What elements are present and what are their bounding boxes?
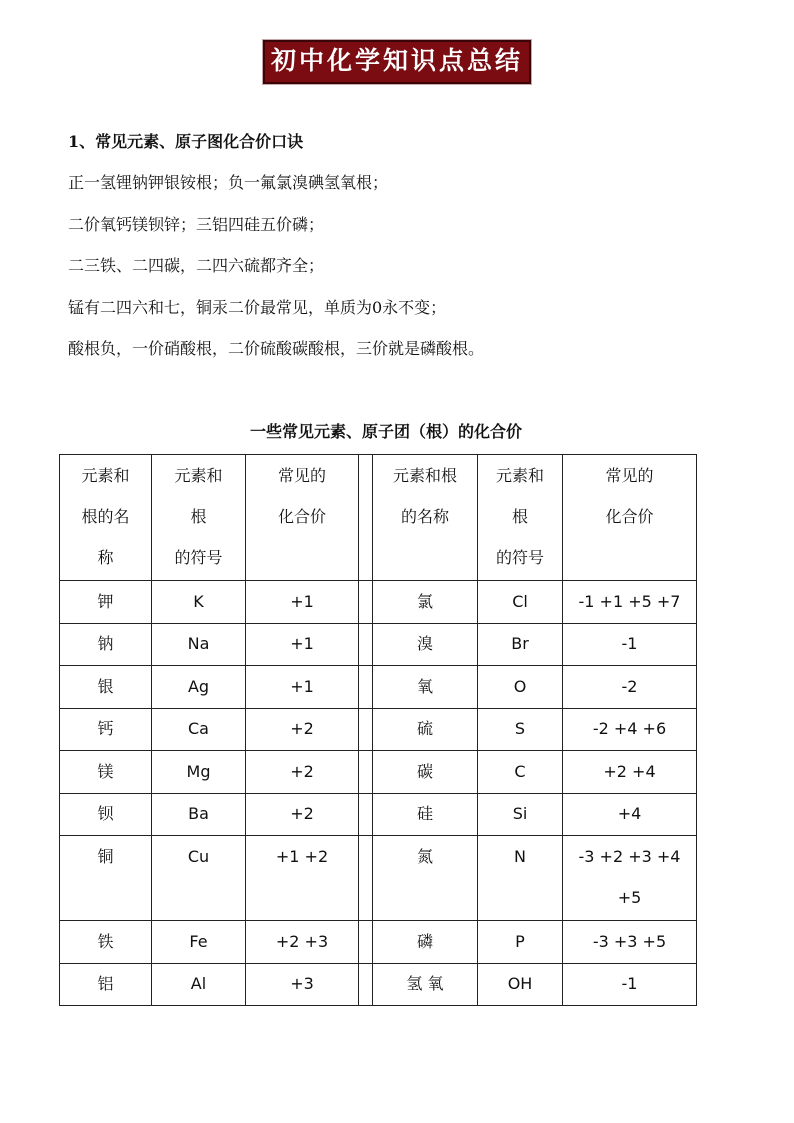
- valence-rhyme: [68, 171, 748, 379]
- valence-text: +5: [617, 888, 642, 907]
- element-symbol-right: O: [478, 666, 563, 709]
- element-symbol-right: C: [478, 751, 563, 794]
- element-name-right: 氧: [373, 666, 478, 709]
- element-name-right: 磷: [373, 921, 478, 964]
- element-symbol-left: Ba: [152, 793, 246, 836]
- element-symbol-left: Cu: [152, 836, 246, 921]
- header-text: 常见的: [277, 466, 326, 485]
- header-text: 元素和: [81, 466, 130, 485]
- header-valence-left: [246, 455, 359, 581]
- column-gap: [359, 455, 373, 581]
- valence-right: [563, 623, 697, 666]
- table-row: [60, 581, 697, 624]
- column-gap: [359, 751, 373, 794]
- header-text: 的名称: [400, 507, 449, 526]
- element-symbol-right: Cl: [478, 581, 563, 624]
- table-row: [60, 666, 697, 709]
- valence-left: +1: [246, 666, 359, 709]
- column-gap: [359, 963, 373, 1006]
- table-row: [60, 623, 697, 666]
- element-name-left: 钙: [60, 708, 152, 751]
- rhyme-line: 酸根负，一价硝酸根，二价硫酸碳酸根，三价就是磷酸根。: [68, 339, 485, 358]
- header-text: 根: [190, 507, 207, 526]
- header-name-right: [373, 455, 478, 581]
- valence-text: -3 +2 +3 +4: [578, 847, 681, 866]
- header-text: 化合价: [277, 507, 326, 526]
- header-symbol-left: [152, 455, 246, 581]
- valence-right: [563, 793, 697, 836]
- element-symbol-right: P: [478, 921, 563, 964]
- element-name-left: 钾: [60, 581, 152, 624]
- element-name-left: 镁: [60, 751, 152, 794]
- table-header-row: [60, 455, 697, 581]
- element-name-right: 氢 氧: [373, 963, 478, 1006]
- header-text: 元素和: [495, 466, 544, 485]
- table-row: [60, 921, 697, 964]
- table-row: [60, 793, 697, 836]
- element-symbol-right: N: [478, 836, 563, 921]
- valence-text: -1 +1 +5 +7: [578, 591, 681, 611]
- rhyme-line: 二三铁、二四碳，二四六硫都齐全；: [68, 256, 325, 275]
- header-text: 元素和: [174, 466, 223, 485]
- valence-right: [563, 751, 697, 794]
- header-symbol-right: [478, 455, 563, 581]
- valence-table: [59, 454, 697, 1006]
- header-text: 元素和根: [392, 466, 457, 485]
- element-symbol-right: S: [478, 708, 563, 751]
- element-symbol-left: Mg: [152, 751, 246, 794]
- valence-text: -2: [621, 676, 638, 696]
- element-name-right: 硅: [373, 793, 478, 836]
- element-name-right: 碳: [373, 751, 478, 794]
- valence-text: -3 +3 +5: [592, 931, 667, 951]
- table-caption: 一些常见元素、原子团（根）的化合价: [250, 422, 523, 441]
- rhyme-line: 锰有二四六和七，铜汞二价最常见，单质为0永不变；: [68, 297, 447, 317]
- element-name-left: 铜: [60, 836, 152, 921]
- element-name-right: 溴: [373, 623, 478, 666]
- valence-right: [563, 836, 697, 921]
- valence-left: +1 +2: [246, 836, 359, 921]
- rhyme-line: 正一氢锂钠钾银铵根；负一氟氯溴碘氢氧根；: [68, 173, 389, 192]
- title-wrap: [0, 40, 794, 84]
- valence-right: [563, 921, 697, 964]
- valence-right: [563, 708, 697, 751]
- header-text: 根的名: [81, 507, 130, 526]
- element-symbol-left: Na: [152, 623, 246, 666]
- header-text: 称: [97, 548, 114, 567]
- element-symbol-left: Ca: [152, 708, 246, 751]
- valence-left: +2: [246, 793, 359, 836]
- valence-left: +2 +3: [246, 921, 359, 964]
- valence-left: +2: [246, 751, 359, 794]
- element-symbol-left: K: [152, 581, 246, 624]
- valence-text: -1: [621, 974, 638, 994]
- table-row: [60, 708, 697, 751]
- element-name-left: 钠: [60, 623, 152, 666]
- element-symbol-right: Br: [478, 623, 563, 666]
- header-text: 化合价: [605, 507, 654, 526]
- header-text: 常见的: [605, 466, 654, 485]
- valence-left: +2: [246, 708, 359, 751]
- header-text: 的符号: [174, 548, 223, 567]
- valence-text: -2 +4 +6: [592, 719, 667, 739]
- valence-right: [563, 666, 697, 709]
- element-symbol-left: Al: [152, 963, 246, 1006]
- header-text: 根: [511, 507, 528, 526]
- element-symbol-left: Fe: [152, 921, 246, 964]
- column-gap: [359, 793, 373, 836]
- column-gap: [359, 581, 373, 624]
- column-gap: [359, 921, 373, 964]
- section-heading: 1、常见元素、原子图化合价口诀: [68, 132, 304, 151]
- valence-left: +1: [246, 581, 359, 624]
- valence-text: +2 +4: [603, 761, 656, 781]
- header-text: 的符号: [495, 548, 544, 567]
- valence-left: +3: [246, 963, 359, 1006]
- column-gap: [359, 836, 373, 921]
- element-name-left: 银: [60, 666, 152, 709]
- table-row: [60, 963, 697, 1006]
- valence-text: +4: [617, 804, 642, 824]
- table-row: [60, 751, 697, 794]
- table-row: [60, 836, 697, 921]
- valence-left: +1: [246, 623, 359, 666]
- header-valence-right: [563, 455, 697, 581]
- element-name-left: 钡: [60, 793, 152, 836]
- element-name-right: 氯: [373, 581, 478, 624]
- valence-text: -1: [621, 634, 638, 654]
- element-name-right: 氮: [373, 836, 478, 921]
- column-gap: [359, 708, 373, 751]
- rhyme-line: 二价氧钙镁钡锌；三铝四硅五价磷；: [68, 214, 325, 234]
- column-gap: [359, 623, 373, 666]
- element-symbol-right: OH: [478, 963, 563, 1006]
- valence-right: [563, 963, 697, 1006]
- element-name-right: 硫: [373, 708, 478, 751]
- header-name-left: [60, 455, 152, 581]
- column-gap: [359, 666, 373, 709]
- element-symbol-left: Ag: [152, 666, 246, 709]
- valence-right: [563, 581, 697, 624]
- element-symbol-right: Si: [478, 793, 563, 836]
- element-name-left: 铁: [60, 921, 152, 964]
- element-name-left: 铝: [60, 963, 152, 1006]
- page-title: 初中化学知识点总结: [263, 40, 531, 84]
